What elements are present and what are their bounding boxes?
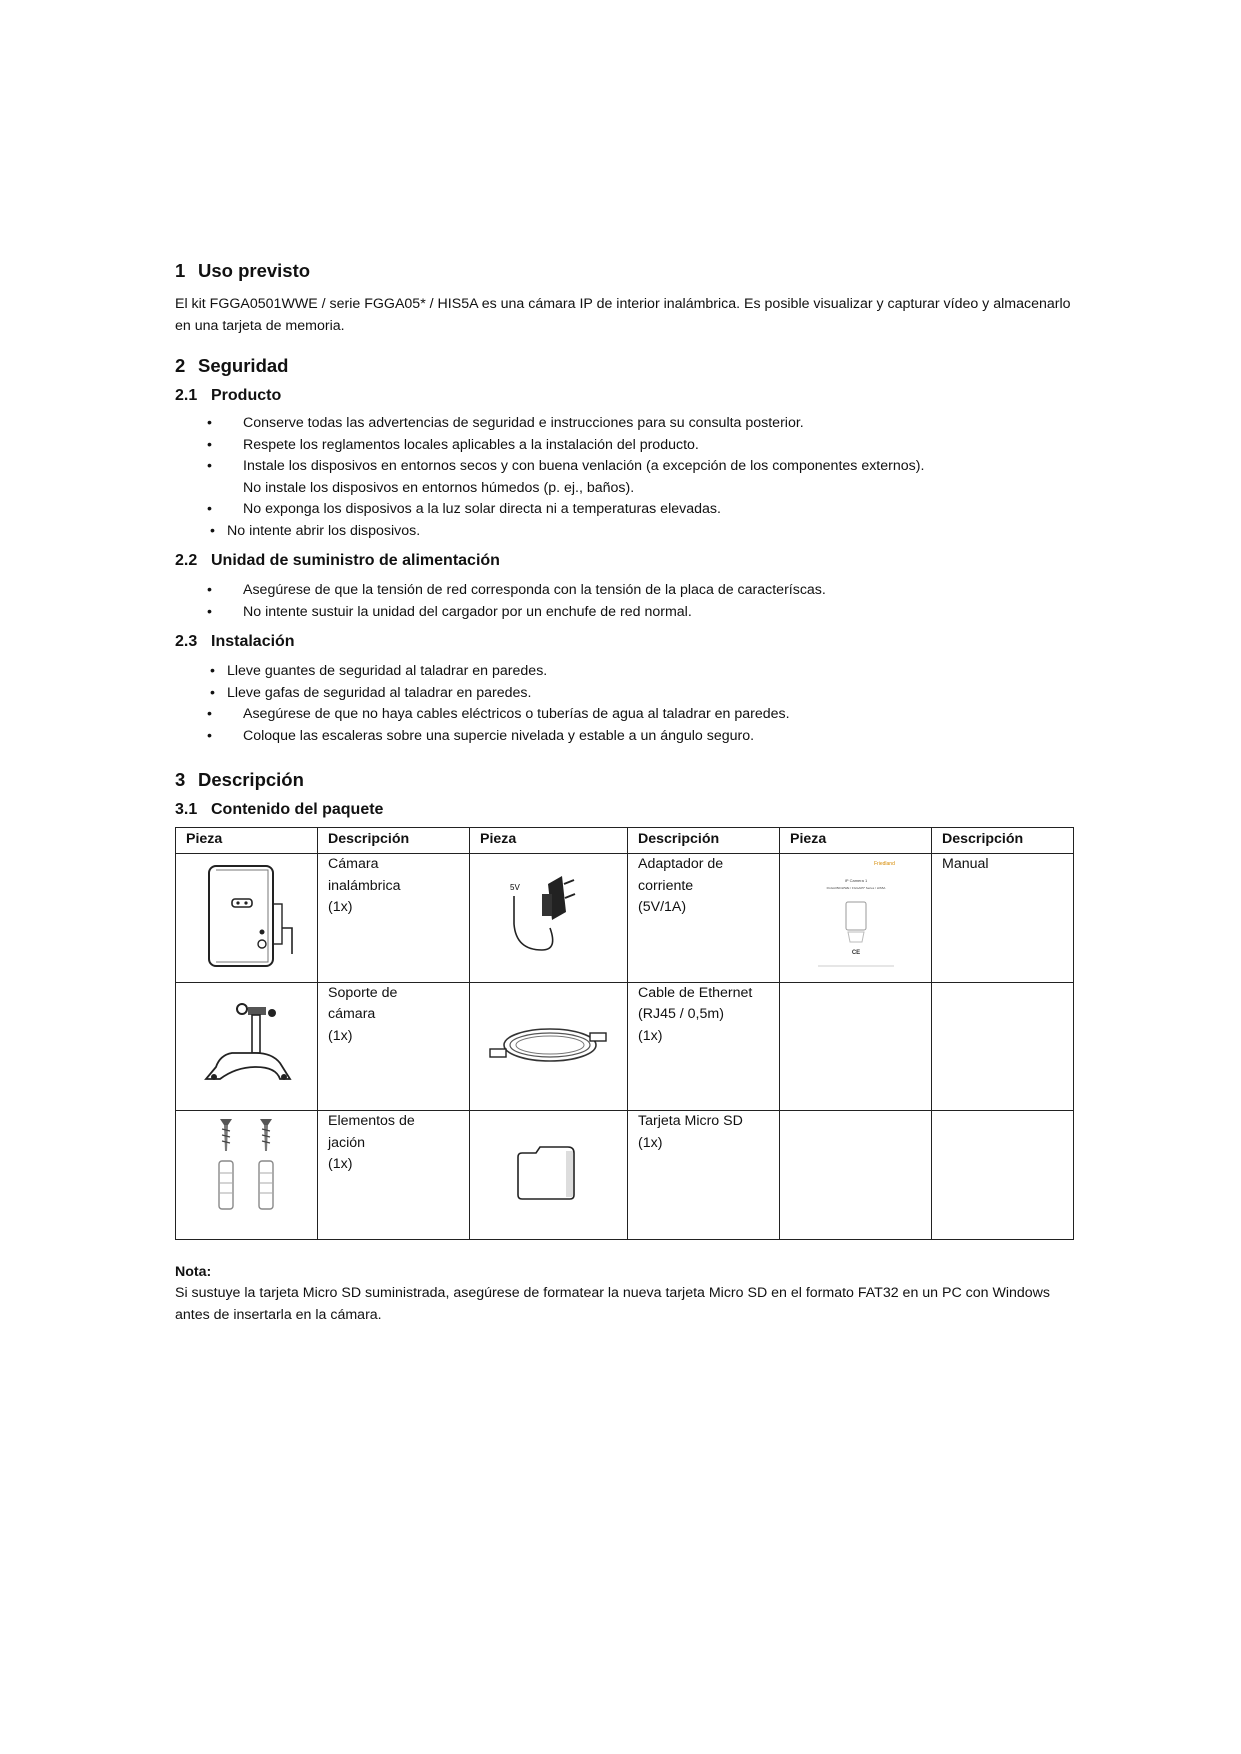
subsection-number: 2.1 (175, 387, 198, 404)
power-supply-list (175, 580, 1075, 623)
manual-title: IP Camera 1 (844, 878, 867, 883)
column-header: Pieza (470, 828, 628, 854)
adapter-voltage-label: 5V (510, 883, 520, 892)
list-item: • Asegúrese de que la tensión de red corresponda con la tensión de la placa de caracteríscas. (175, 580, 1075, 602)
installation-list (175, 661, 1075, 704)
ce-mark: CE (851, 950, 860, 956)
subsection-number: 2.3 (175, 633, 198, 650)
wireless-camera-illustration (176, 854, 316, 974)
product-safety-list-cont (175, 499, 1075, 521)
section-number: 2 (175, 355, 186, 376)
column-header: Descripción (318, 828, 470, 854)
fixings-image-cell (176, 1111, 318, 1240)
subsection-title: Producto (211, 387, 282, 404)
table-cell-empty (780, 1111, 932, 1240)
section-1-heading (175, 260, 1075, 282)
subsection-title: Instalación (211, 633, 295, 650)
subsection-2-1-heading (175, 387, 1075, 405)
table-cell: Soporte de cámara (1x) (318, 982, 470, 1111)
table-cell: Cable de Ethernet (RJ45 / 0,5m) (1x) (628, 982, 780, 1111)
installation-list-cont (175, 704, 1075, 747)
document-page (175, 260, 1075, 1326)
table-row (176, 1111, 1074, 1240)
subsection-title: Unidad de suministro de alimentación (211, 552, 500, 569)
subsection-title: Contenido del paquete (211, 801, 384, 818)
section-number: 3 (175, 769, 186, 790)
column-header: Pieza (780, 828, 932, 854)
subsection-2-2-heading (175, 552, 1075, 570)
subsection-2-3-heading (175, 633, 1075, 651)
list-item: • Instale los disposivos en entornos secos y con buena venlación (a excepción de los componentes externos). (175, 456, 1075, 478)
subsection-3-1-heading (175, 801, 1075, 819)
micro-sd-card-illustration (470, 1111, 626, 1231)
package-contents-table (175, 827, 1074, 1240)
ethernet-cable-illustration (470, 983, 626, 1103)
list-item: • Respete los reglamentos locales aplicables a la instalación del producto. (175, 435, 1075, 457)
screws-and-plugs-illustration (176, 1111, 316, 1231)
section-number: 1 (175, 260, 186, 281)
subsection-number: 2.2 (175, 552, 198, 569)
column-header: Pieza (176, 828, 318, 854)
section-title: Descripción (198, 769, 304, 790)
table-row (176, 982, 1074, 1111)
column-header: Descripción (932, 828, 1074, 854)
sdcard-image-cell (470, 1111, 628, 1240)
power-adapter-illustration (470, 854, 626, 974)
manual-image-cell (780, 854, 932, 983)
camera-image-cell (176, 854, 318, 983)
camera-stand-illustration (176, 983, 316, 1103)
table-cell: Adaptador de corriente (5V/1A) (628, 854, 780, 983)
manual-thumbnail (808, 856, 904, 972)
table-cell: Elementos de jación (1x) (318, 1111, 470, 1240)
note-label: Nota: (175, 1263, 212, 1280)
adapter-image-cell (470, 854, 628, 983)
table-cell: Cámara inalámbrica (1x) (318, 854, 470, 983)
table-row (176, 854, 1074, 983)
section-2-heading (175, 355, 1075, 377)
product-safety-list (175, 413, 1075, 478)
list-item: • No intente sustuir la unidad del cargador por un enchufe de red normal. (175, 602, 1075, 624)
table-cell-empty (780, 982, 932, 1111)
list-item: • No exponga los disposivos a la luz solar directa ni a temperaturas elevadas. (175, 499, 1075, 521)
column-header: Descripción (628, 828, 780, 854)
table-cell-empty (932, 982, 1074, 1111)
table-cell-empty (932, 1111, 1074, 1240)
manual-brand-logo: Friedland (873, 861, 895, 867)
stand-image-cell (176, 982, 318, 1111)
section-title: Uso previsto (198, 260, 311, 281)
list-item-continuation: No instale los disposivos en entornos húmedos (p. ej., baños). (243, 479, 635, 496)
table-cell: Manual (932, 854, 1074, 983)
list-item: • Conserve todas las advertencias de seguridad e instrucciones para su consulta posterior. (175, 413, 1075, 435)
table-header-row (176, 828, 1074, 854)
ethernet-image-cell (470, 982, 628, 1111)
note-text: Si sustuye la tarjeta Micro SD suministrada, asegúrese de formatear la nueva tarjeta Micro SD en el formato FAT32 en un PC con Windows antes de insertarla en la cámara. (175, 1285, 1051, 1323)
product-safety-list-cont (175, 521, 1075, 543)
list-item: • No intente abrir los disposivos. (175, 521, 1075, 543)
list-item: • Coloque las escaleras sobre una supercie nivelada y estable a un ángulo seguro. (175, 726, 1075, 748)
section-1-text: El kit FGGA0501WWE / serie FGGA05* / HIS5A es una cámara IP de interior inalámbrica. Es posible visualizar y capturar vídeo y almacenarlo en una tarjeta de memoria. (175, 296, 1071, 334)
section-3-heading (175, 769, 1075, 791)
table-cell: Tarjeta Micro SD (1x) (628, 1111, 780, 1240)
list-item: • Asegúrese de que no haya cables eléctricos o tuberías de agua al taladrar en paredes. (175, 704, 1075, 726)
list-item: • Lleve guantes de seguridad al taladrar en paredes. (175, 661, 1075, 683)
section-title: Seguridad (198, 355, 289, 376)
manual-model: FGGA0501WWE / FGGA05* Series / HIS5A (826, 886, 885, 890)
list-item: • Lleve gafas de seguridad al taladrar en paredes. (175, 683, 1075, 705)
subsection-number: 3.1 (175, 801, 198, 818)
